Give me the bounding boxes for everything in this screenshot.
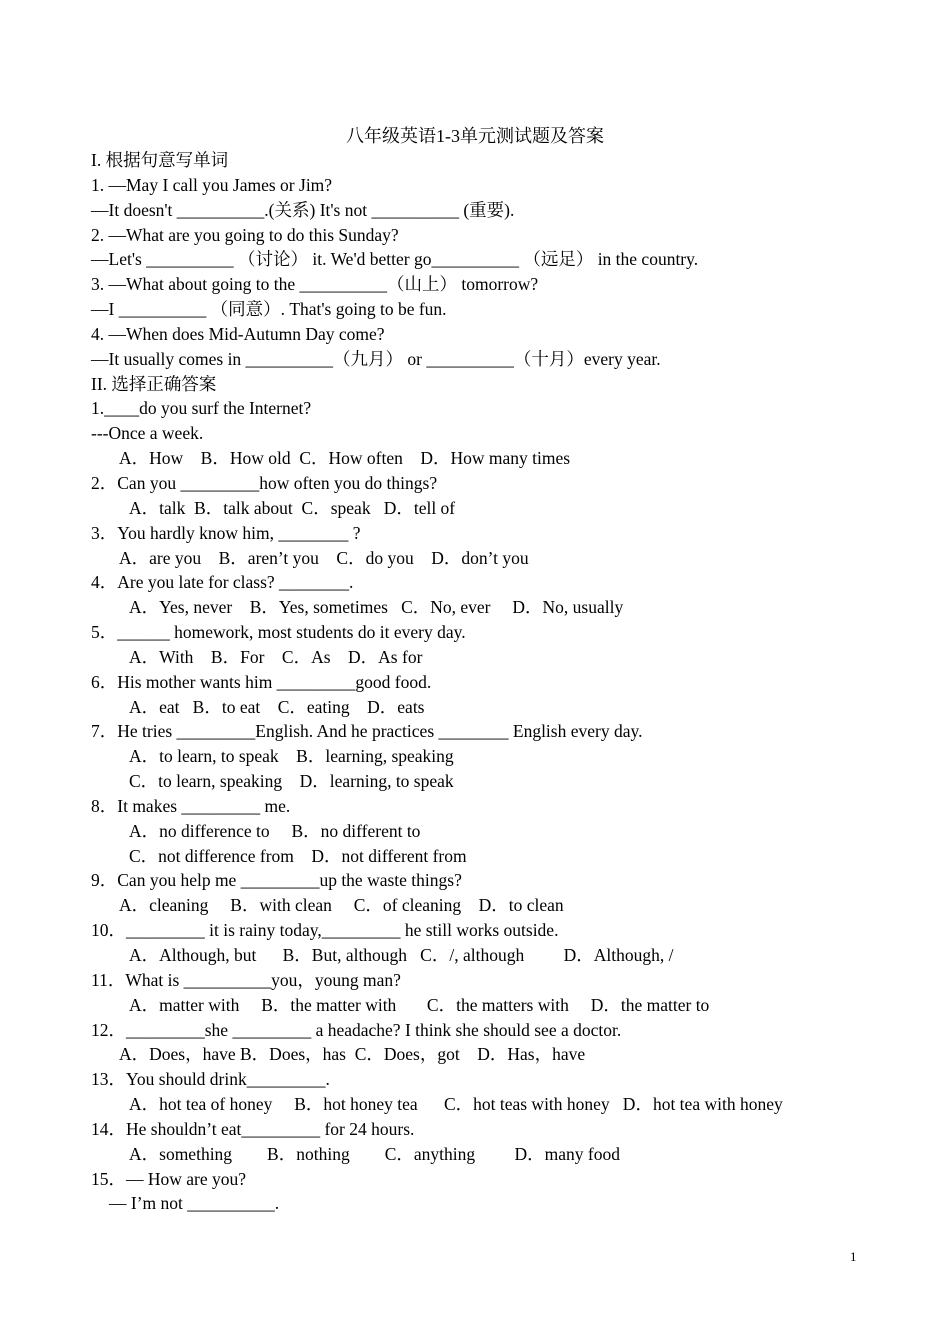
question-line: 9．Can you help me _________up the waste things? (91, 870, 462, 891)
question-line: 3. —What about going to the __________（山上） tomorrow? (91, 274, 539, 295)
question-line: — I’m not __________. (109, 1193, 280, 1214)
question-line: 1.____do you surf the Internet? (91, 398, 312, 419)
question-line: 4. —When does Mid-Autumn Day come? (91, 323, 385, 344)
question-line: ---Once a week. (91, 423, 204, 444)
answer-options: A．matter with B．the matter with C．the matters with D．the matter to (129, 994, 710, 1015)
answer-options: A．Although, but B．But, although C．/, although D．Although, / (129, 945, 674, 965)
answer-options: A．With B．For C．As D．As for (129, 646, 423, 667)
answer-options: A．to learn, to speak B．learning, speaking (129, 746, 454, 767)
answer-options: A．cleaning B．with clean C．of cleaning D．to clean (119, 895, 564, 916)
document-title: 八年级英语1-3单元测试题及答案 (346, 126, 604, 146)
question-line: 7．He tries _________English. And he practices ________ English every day. (91, 721, 643, 742)
answer-options: A．no difference to B．no different to (129, 820, 421, 841)
question-line: 2．Can you _________how often you do things? (91, 472, 438, 493)
page-number: 1 (850, 1249, 857, 1264)
question-line: —It doesn't __________.(关系) It's not __________ (重要). (91, 199, 515, 220)
answer-options: C．to learn, speaking D．learning, to speak (129, 771, 454, 792)
question-line: —It usually comes in __________（九月） or __________（十月）every year. (91, 348, 661, 369)
question-line: 3．You hardly know him, ________ ? (91, 522, 361, 543)
answer-options: A．How B．How old C．How often D．How many times (119, 448, 571, 469)
answer-options: A．Yes, never B．Yes, sometimes C．No, ever D．No, usually (129, 597, 624, 618)
answer-options: C．not difference from D．not different from (129, 845, 467, 866)
question-line: 6．His mother wants him _________good food. (91, 671, 432, 692)
section-heading: I. 根据句意写单词 (91, 150, 229, 170)
answer-options: A．something B．nothing C．anything D．many food (129, 1143, 620, 1164)
answer-options: A．Does，have B．Does，has C．Does，got D．Has，have (119, 1044, 586, 1065)
question-line: 5．______ homework, most students do it every day. (91, 622, 466, 643)
question-line: —Let's __________ （讨论） it. We'd better go__________ （远足） in the country. (91, 249, 699, 270)
question-line: —I __________ （同意）. That's going to be fun. (91, 299, 447, 320)
question-line: 11．What is __________you，young man? (91, 969, 401, 990)
question-line: 10．_________ it is rainy today,_________ he still works outside. (91, 920, 559, 941)
section-heading: II. 选择正确答案 (91, 373, 217, 394)
document-body (91, 148, 911, 1216)
question-line: 13．You should drink_________. (91, 1069, 330, 1090)
question-line: 15．— How are you? (91, 1168, 247, 1189)
question-line: 8．It makes _________ me. (91, 795, 291, 816)
answer-options: A．talk B．talk about C．speak D．tell of (129, 497, 456, 518)
question-line: 2. —What are you going to do this Sunday? (91, 224, 399, 245)
question-line: 12．_________she _________ a headache? I think she should see a doctor. (91, 1019, 622, 1040)
question-line: 4．Are you late for class? ________. (91, 572, 354, 593)
answer-options: A．hot tea of honey B．hot honey tea C．hot teas with honey D．hot tea with honey (129, 1094, 783, 1115)
answer-options: A．eat B．to eat C．eating D．eats (129, 696, 425, 717)
answer-options: A．are you B．aren’t you C．do you D．don’t you (119, 547, 529, 568)
question-line: 1. —May I call you James or Jim? (91, 174, 333, 195)
question-line: 14．He shouldn’t eat_________ for 24 hours. (91, 1118, 415, 1139)
